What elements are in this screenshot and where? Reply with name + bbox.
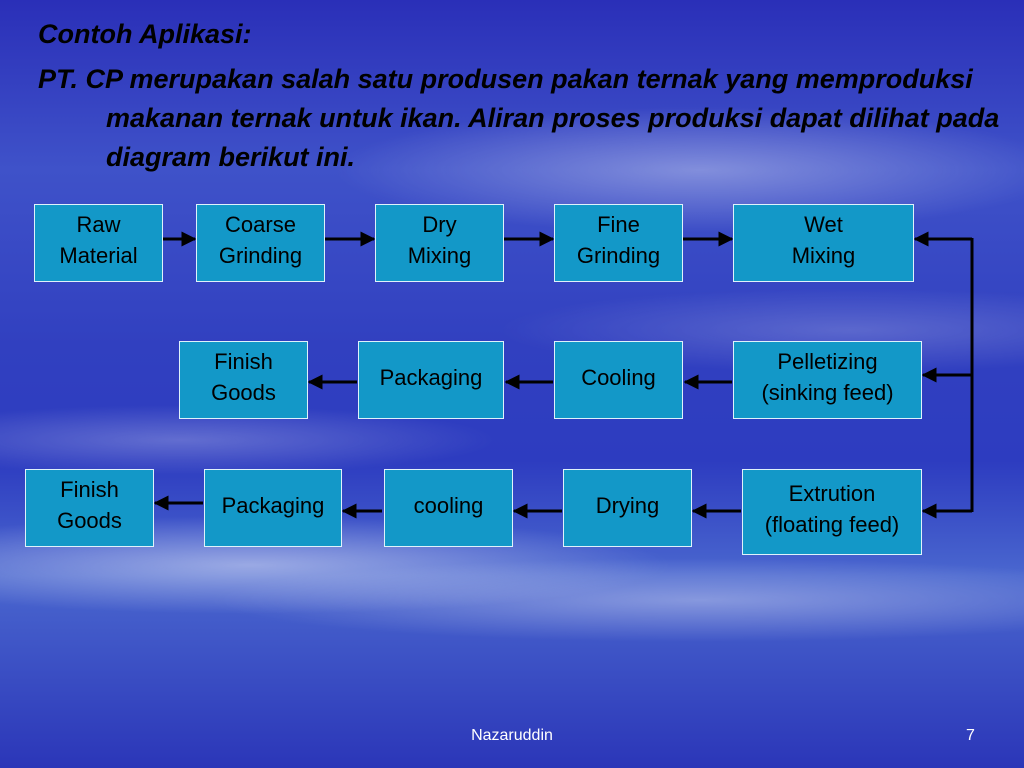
node-label: Pelletizing (sinking feed) xyxy=(761,349,894,405)
node-label: Dry Mixing xyxy=(407,212,472,268)
slide-heading: Contoh Aplikasi: xyxy=(38,19,252,49)
node-wet-mixing xyxy=(733,204,914,282)
node-label: Coarse Grinding xyxy=(218,212,303,268)
node-label: Wet Mixing xyxy=(791,212,856,268)
node-label: Finish Goods xyxy=(211,349,276,405)
node-packaging-sinking xyxy=(358,341,504,419)
node-label: Fine Grinding xyxy=(576,212,661,268)
node-label: Packaging xyxy=(379,364,483,390)
node-cooling-floating xyxy=(384,469,513,547)
node-label: Raw Material xyxy=(59,212,138,268)
node-label: Drying xyxy=(595,492,660,518)
footer-author: Nazaruddin xyxy=(471,727,553,744)
node-pelletizing xyxy=(733,341,922,419)
page-number: 7 xyxy=(966,727,975,744)
node-label: Extrution (floating feed) xyxy=(764,481,900,537)
node-drying xyxy=(563,469,692,547)
node-label: Finish Goods xyxy=(57,477,122,533)
node-coarse-grinding xyxy=(196,204,325,282)
node-raw-material xyxy=(34,204,163,282)
node-label: Packaging xyxy=(221,492,325,518)
node-finish-goods-floating xyxy=(25,469,154,547)
node-packaging-floating xyxy=(204,469,342,547)
intro-text: PT. CP merupakan salah satu produsen pakan ternak yang memproduksi makanan ternak untuk ikan. Aliran proses produksi dapat dilihat pada diagram berikut ini. xyxy=(38,64,1000,172)
node-fine-grinding xyxy=(554,204,683,282)
node-extrution xyxy=(742,469,922,555)
node-dry-mixing xyxy=(375,204,504,282)
node-label: Cooling xyxy=(581,364,656,390)
node-label: cooling xyxy=(413,492,484,518)
node-cooling-sinking xyxy=(554,341,683,419)
node-finish-goods-sinking xyxy=(179,341,308,419)
